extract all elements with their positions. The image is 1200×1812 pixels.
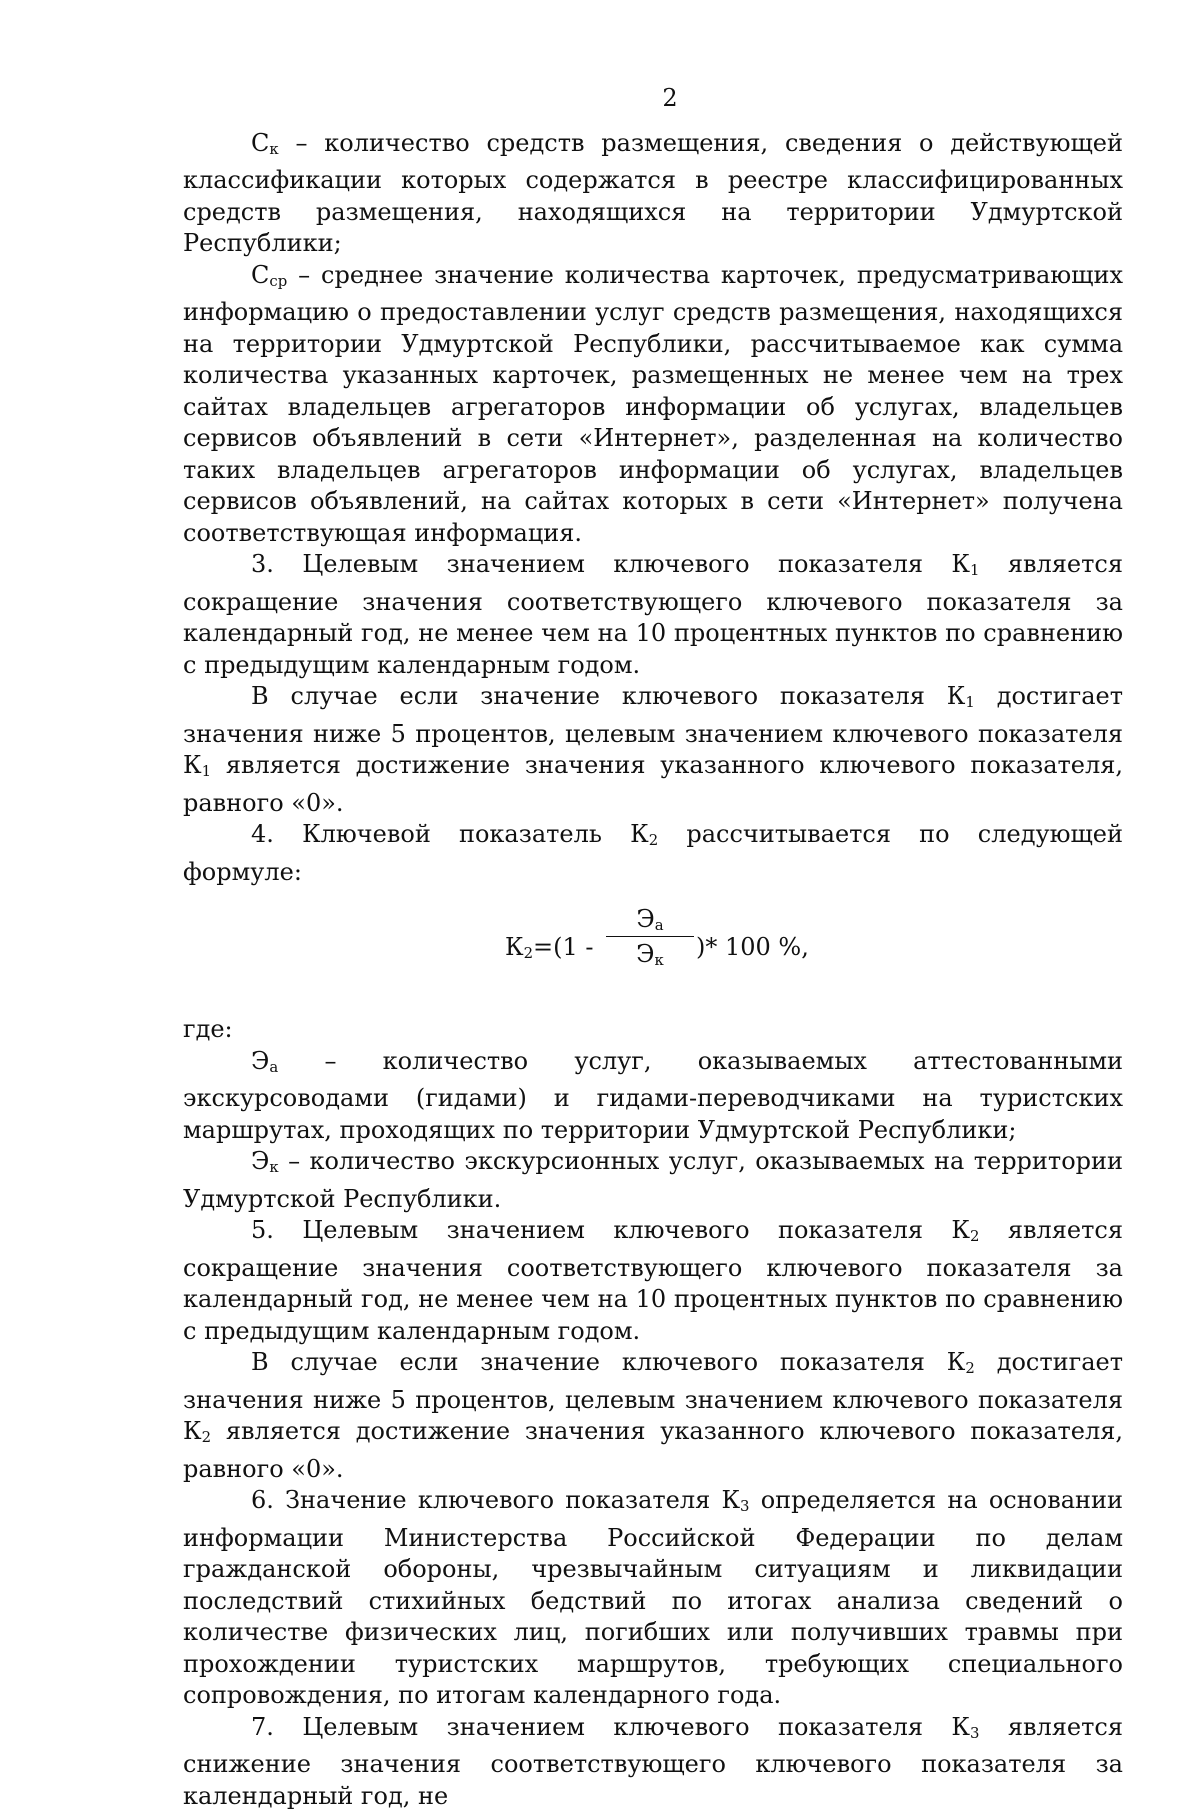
symbol: С (251, 260, 270, 289)
text: достигает значения ниже 5 процентов, целевым значением ключевого показателя К (183, 682, 1123, 780)
formula-lhs (505, 932, 594, 969)
subscript: к (269, 1158, 279, 1177)
text: В случае если значение ключевого показателя К (251, 682, 966, 711)
subscript: 1 (970, 561, 980, 580)
text: определяется на основании информации Министерства Российской Федерации по делам гражданской обороны, чрезвычайным ситуациям и ликвидации последствий стихийных бедствий по итогах анализа сведений о количестве физических лиц, погибших или получивших травмы при прохождении туристских маршрутов, требующих специального сопровождения, по итогам календарного года. (183, 1486, 1123, 1710)
fraction-numerator (606, 904, 694, 934)
paragraph-ea-definition (183, 1046, 1123, 1146)
subscript: ср (269, 271, 288, 290)
text: рассчитывается по следующей формуле: (183, 820, 1123, 886)
text: 5. Целевым значением ключевого показателя К (251, 1216, 970, 1245)
definition-text: – среднее значение количества карточек, предусматривающих информацию о предоставлении услуг средств размещения, находящихся на территории Удмуртской Республики, рассчитываемое как сумма количества указанных карточек, размещенных не менее чем на трех сайтах владельцев агрегаторов информации об услугах, владельцев сервисов объявлений в сети «Интернет», разделенная на количество таких владельцев агрегаторов информации об услугах, владельцев сервисов объявлений, на сайтах которых в сети «Интернет» получена соответствующая информация. (183, 260, 1123, 547)
subscript: 2 (201, 1428, 212, 1447)
definition-text: – количество экскурсионных услуг, оказываемых на территории Удмуртской Республики. (183, 1147, 1123, 1213)
text: В случае если значение ключевого показателя К (251, 1348, 966, 1377)
text: является достижение значения указанного ключевого показателя, равного «0». (183, 1417, 1123, 1483)
subscript: а (654, 916, 664, 935)
subscript: 2 (523, 944, 534, 963)
formula-rhs: )* 100 %, (696, 933, 809, 962)
paragraph-k2-threshold (183, 1347, 1123, 1485)
fraction-bar (606, 936, 694, 937)
paragraph-ck-definition (183, 128, 1123, 260)
where-label: где: (183, 1015, 233, 1044)
subscript: 3 (740, 1497, 750, 1516)
formula-symbol: К (505, 933, 524, 962)
text: 3. Целевым значением ключевого показателя К (251, 550, 970, 579)
formula-symbol: Э (636, 940, 655, 969)
subscript: к (269, 139, 279, 158)
text: является сокращение значения соответствующего ключевого показателя за календарный год, не менее чем на 10 процентных пунктов по сравнению с предыдущим календарным годом. (183, 550, 1123, 679)
definition-text: – количество услуг, оказываемых аттестованными экскурсоводами (гидами) и гидами-переводчиками на туристских маршрутах, проходящих по территории Удмуртской Республики; (183, 1046, 1123, 1144)
definition-text: – количество средств размещения, сведения о действующей классификации которых содержатся в реестре классифицированных средств размещения, находящихся на территории Удмуртской Республики; (183, 129, 1123, 258)
subscript: к (654, 951, 664, 970)
page-number: 2 (662, 84, 678, 112)
symbol: Э (251, 1147, 270, 1176)
paragraph-ek-definition (183, 1146, 1123, 1215)
symbol: Э (251, 1046, 270, 1075)
text: является достижение значения указанного ключевого показателя, равного «0». (183, 751, 1123, 817)
paragraph-item-4 (183, 819, 1123, 888)
formula-text: =(1 - (533, 933, 594, 962)
subscript: 1 (965, 693, 975, 712)
paragraph-csr-definition (183, 260, 1123, 549)
text: является сокращение значения соответствующего ключевого показателя за календарный год, не менее чем на 10 процентных пунктов по сравнению с предыдущим календарным годом. (183, 1216, 1123, 1345)
paragraph-item-7 (183, 1712, 1123, 1812)
formula-k2 (183, 896, 1123, 992)
text: 7. Целевым значением ключевого показателя К (251, 1712, 970, 1741)
paragraph-item-6 (183, 1485, 1123, 1711)
paragraph-item-5 (183, 1215, 1123, 1347)
symbol: С (251, 129, 270, 157)
subscript: а (269, 1057, 279, 1076)
formula-symbol: Э (636, 905, 655, 934)
text: является снижение значения соответствующего ключевого показателя за календарный год, не (183, 1712, 1123, 1810)
text: 4. Ключевой показатель К (251, 820, 649, 849)
text: достигает значения ниже 5 процентов, целевым значением ключевого показателя К (183, 1348, 1123, 1446)
formula-fraction (606, 904, 694, 969)
paragraph-item-3 (183, 549, 1123, 681)
subscript: 2 (965, 1359, 975, 1378)
text: 6. Значение ключевого показателя К (251, 1486, 741, 1515)
subscript: 2 (970, 1227, 980, 1246)
subscript: 3 (970, 1723, 980, 1742)
subscript: 1 (201, 762, 212, 781)
paragraph-k1-threshold (183, 681, 1123, 819)
fraction-denominator (606, 939, 694, 969)
document-body (183, 128, 1123, 1812)
subscript: 2 (648, 831, 659, 850)
